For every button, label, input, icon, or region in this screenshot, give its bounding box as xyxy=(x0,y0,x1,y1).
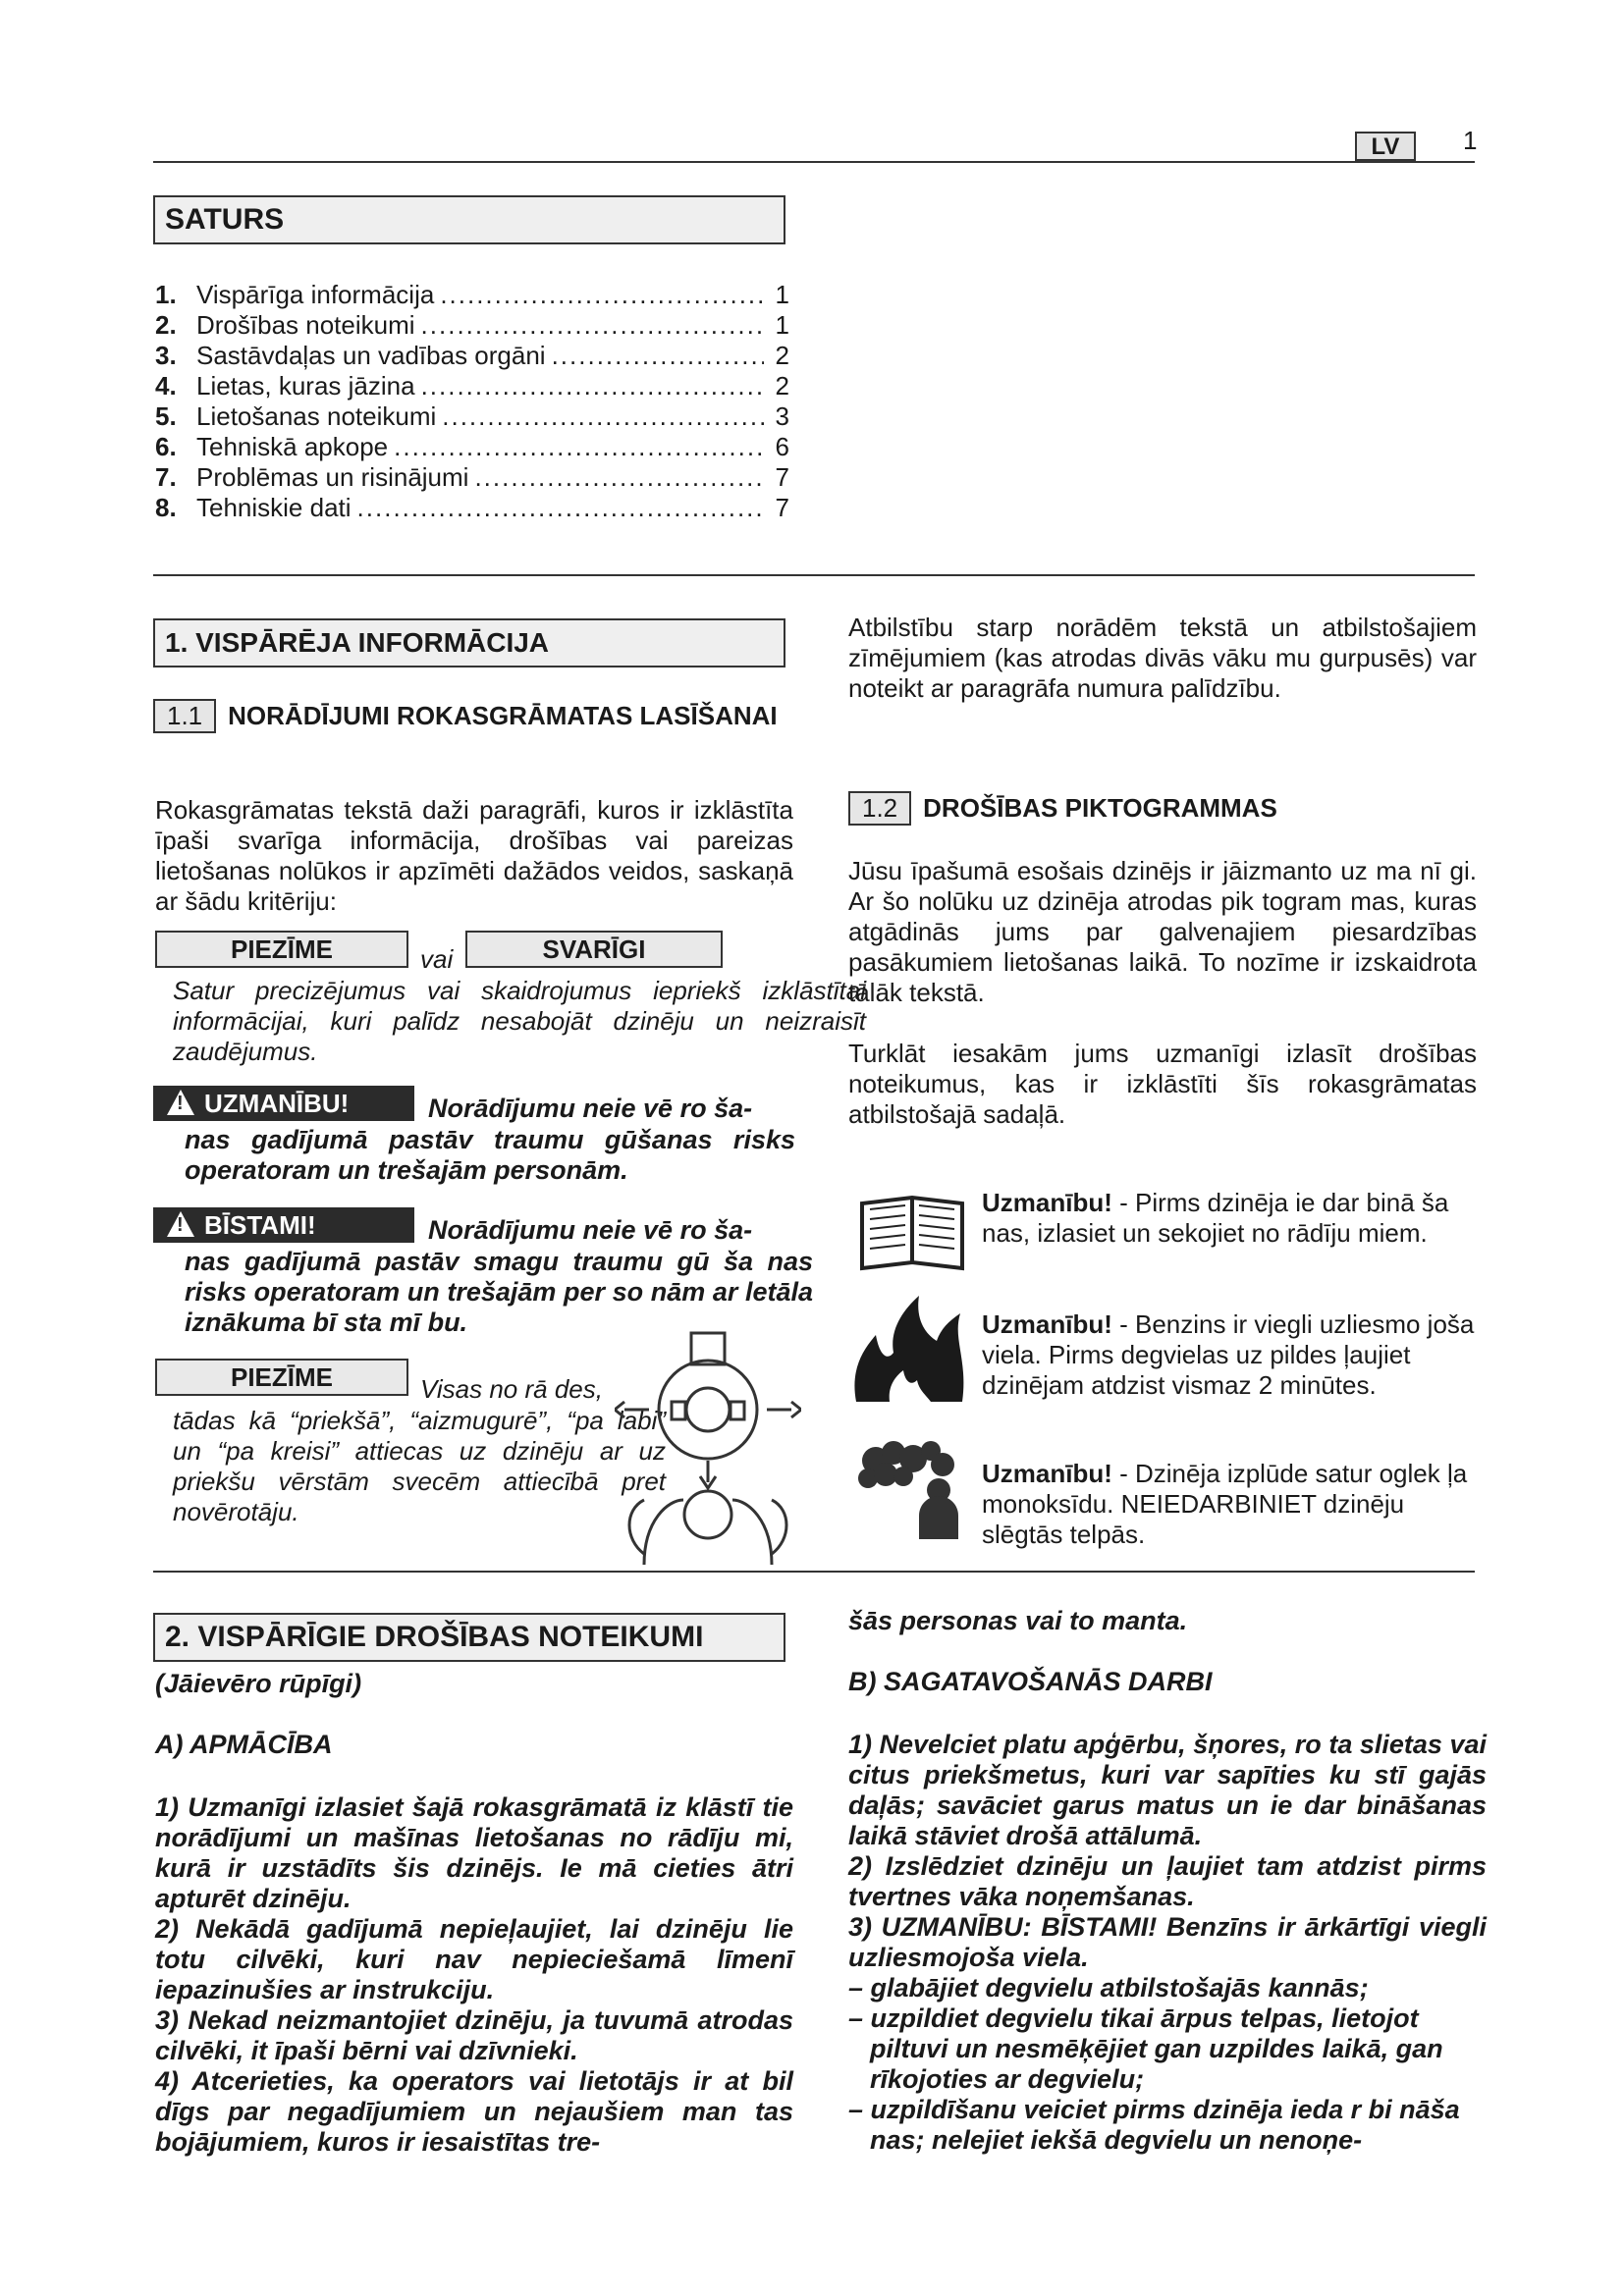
toc-leader-dots xyxy=(442,401,764,432)
important-label: SVARĪGI xyxy=(465,931,723,968)
toc-item-page: 2 xyxy=(775,341,789,370)
book-icon xyxy=(856,1190,968,1274)
section2-subtitle: (Jāievēro rūpīgi) xyxy=(155,1669,362,1698)
section2-title: 2. VISPĀRĪGIE DROŠĪBAS NOTEIKUMI xyxy=(153,1613,785,1662)
preparation-dash-item: – uzpildīšanu veiciet pirms dzinēja ieda r bi nāša nas; nelejiet iekšā degvielu un nenoņe- xyxy=(848,2095,1460,2155)
pictogram-1-description: - Pirms dzinēja ie dar binā ša nas, izlasiet un sekojiet no rādīju miem. xyxy=(982,1188,1449,1248)
note2-label: PIEZĪME xyxy=(155,1359,408,1396)
toc-item-label: Drošības noteikumi xyxy=(196,310,415,340)
section1-title: 1. VISPĀRĒJA INFORMĀCIJA xyxy=(153,618,785,667)
toc-item-number: 3. xyxy=(155,341,177,370)
subsection-label: DROŠĪBAS PIKTOGRAMMAS xyxy=(923,793,1277,823)
preparation-item: 1) Nevelciet platu apģērbu, šņores, ro ta slietas vai citus priekšmetus, kuri var sapīties ku stī gajās daļās; savāciet garus matus un ie dar bināšanas laikā stāviet drošā attālumā. xyxy=(848,1730,1487,1850)
toc-leader-dots xyxy=(421,310,764,341)
warning-text: nas gadījumā pastāv traumu gūšanas risks operatoram un trešajām personām. xyxy=(185,1125,795,1185)
pictogram-2-description: - Benzins ir viegli uzliesmo joša viela. Pirms degvielas uz pildes ļaujiet dzinējam atdzist vismaz 2 minūtes. xyxy=(982,1309,1475,1400)
toc-item-number: 2. xyxy=(155,310,177,340)
training-heading: A) APMĀCĪBA xyxy=(155,1730,333,1759)
toc-item-page: 6 xyxy=(775,432,789,461)
pictogram-1-text xyxy=(982,1188,1483,1249)
toc-item-page: 2 xyxy=(775,371,789,400)
toc-leader-dots xyxy=(552,341,764,371)
toc-item-page: 7 xyxy=(775,493,789,522)
pictogram-3-description: - Dzinēja izplūde satur oglek ļa monoksīdu. NEIEDARBINIET dzinēju slēgtās telpās. xyxy=(982,1459,1468,1549)
toc-item-number: 1. xyxy=(155,280,177,309)
warning-text-inline: Norādījumu neie vē ro ša- xyxy=(428,1094,753,1123)
subsection-number: 1.1 xyxy=(153,699,216,733)
pictogram-3-caution: Uzmanību! xyxy=(982,1459,1112,1488)
toc-item-number: 5. xyxy=(155,401,177,431)
toc-item xyxy=(155,432,789,462)
preparation-item: 2) Izslēdziet dzinēju un ļaujiet tam atdzist pirms tvertnes vāka noņemšanas. xyxy=(848,1851,1487,1911)
danger-triangle-icon xyxy=(167,1211,194,1237)
toc-item xyxy=(155,401,789,432)
toc-leader-dots xyxy=(394,432,764,462)
toc-item-page: 3 xyxy=(775,401,789,431)
toc-leader-dots xyxy=(440,280,764,310)
toc-item-page: 1 xyxy=(775,310,789,340)
warning-label xyxy=(153,1086,414,1121)
toc-leader-dots xyxy=(474,462,764,493)
preparation-item: 3) UZMANĪBU: BĪSTAMI! Benzīns ir ārkārtīgi viegli uzliesmojoša viela. xyxy=(848,1912,1487,1972)
note-label: PIEZĪME xyxy=(155,931,408,968)
toc-item-number: 6. xyxy=(155,432,177,461)
toc-item xyxy=(155,493,789,523)
toc-item-label: Tehniskā apkope xyxy=(196,432,389,461)
subsection-1-2-title xyxy=(848,791,1477,826)
danger-text-inline: Norādījumu neie vē ro ša- xyxy=(428,1215,753,1245)
toc-item-number: 7. xyxy=(155,462,177,492)
pictogram-2-caution: Uzmanību! xyxy=(982,1309,1112,1339)
header-rule xyxy=(153,161,1475,163)
toc-item-label: Lietas, kuras jāzina xyxy=(196,371,415,400)
toc-item-label: Lietošanas noteikumi xyxy=(196,401,437,431)
toc-item-label: Problēmas un risinājumi xyxy=(196,462,469,492)
or-text: vai xyxy=(420,944,454,974)
note2-text: tādas kā “priekšā”, “aizmugurē”, “pa labi” un “pa kreisi” attiecas uz dzinēju ar uz priekšu vērstām svecēm attiecībā pret novērotāju. xyxy=(173,1406,666,1526)
training-list xyxy=(155,1792,793,2158)
warning-label-text: UZMANĪBU! xyxy=(204,1089,350,1118)
toc-item-label: Sastāvdaļas un vadības orgāni xyxy=(196,341,546,370)
preparation-heading: B) SAGATAVOŠANĀS DARBI xyxy=(848,1667,1213,1696)
note2-text-inline: Visas no rā des, xyxy=(420,1374,603,1404)
language-badge: LV xyxy=(1355,132,1416,161)
training-item: 4) Atcerieties, ka operators vai lietotājs ir at bil dīgs par negadījumiem un nejaušiem man tas bojājumiem, kuros ir iesaistītas tre- xyxy=(155,2066,793,2157)
toc-item xyxy=(155,280,789,310)
toc-item-number: 4. xyxy=(155,371,177,400)
continued-text: šās personas vai to manta. xyxy=(848,1606,1188,1635)
note-explanation: Satur precizējumus vai skaidrojumus iepriekš izklāstītai informācijai, kuri palīdz nesabojāt dzinēju un neizraisīt zaudējumus. xyxy=(173,976,866,1066)
subsection-number: 1.2 xyxy=(848,791,911,826)
preparation-dash-item: – glabājiet degvielu atbilstošajās kannās; xyxy=(848,1973,1369,2002)
toc-item xyxy=(155,371,789,401)
pictogram-intro: Jūsu īpašumā esošais dzinējs ir jāizmanto uz ma nī gi. Ar šo nolūku uz dzinēja atrodas pik togram mas, kuras atgādinās jums par galvenajiem piesardzības pasākumiem lietošanas laikā. To nozīme ir izskaidrota tālāk tekstā. xyxy=(848,856,1477,1007)
toc-item-page: 1 xyxy=(775,280,789,309)
intro-paragraph: Rokasgrāmatas tekstā daži paragrāfi, kuros ir izklāstīta īpaši svarīga informācija, drošības vai pareizas lietošanas nolūkos ir apzīmēti dažādos veidos, saskaņā ar šādu kritēriju: xyxy=(155,795,793,916)
pictogram-3-text xyxy=(982,1459,1483,1550)
toc-leader-dots xyxy=(357,493,764,523)
danger-label-text: BĪSTAMI! xyxy=(204,1210,316,1240)
training-item: 1) Uzmanīgi izlasiet šajā rokasgrāmatā iz klāstī tie norādījumi un mašīnas lietošanas no rādīju mi, kurā ir uzstādīts šis dzinējs. Ie mā cieties ātri apturēt dzinēju. xyxy=(155,1792,793,1913)
toc-item-label: Tehniskie dati xyxy=(196,493,352,522)
toc-item xyxy=(155,462,789,493)
training-item: 3) Nekad neizmantojiet dzinēju, ja tuvumā atrodas cilvēki, it īpaši bērni vai dzīvnieki. xyxy=(155,2005,793,2065)
toc-item-page: 7 xyxy=(775,462,789,492)
toc-item-number: 8. xyxy=(155,493,177,522)
table-of-contents xyxy=(155,280,789,523)
section-divider xyxy=(153,574,1475,576)
danger-text: nas gadījumā pastāv smagu traumu gū ša nas risks operatoram un trešajām per so nām ar letāla iznākuma bī sta mī bu. xyxy=(185,1247,813,1337)
training-item: 2) Nekādā gadījumā nepieļaujiet, lai dzinēju lie totu cilvēki, kuri nav nepieciešamā līmenī iepazinušies ar instrukciju. xyxy=(155,1914,793,2004)
flame-icon xyxy=(846,1292,970,1402)
warning-triangle-icon xyxy=(167,1090,194,1115)
toc-item-label: Vispārīga informācija xyxy=(196,280,435,309)
pictogram-2-text xyxy=(982,1309,1483,1401)
danger-label xyxy=(153,1207,414,1243)
toc-item xyxy=(155,310,789,341)
pictogram-1-caution: Uzmanību! xyxy=(982,1188,1112,1217)
toc-item xyxy=(155,341,789,371)
toc-title: SATURS xyxy=(153,195,785,244)
figure-reference-paragraph: Atbilstību starp norādēm tekstā un atbilstošajiem zīmējumiem (kas atrodas divās vāku mu gurpusēs) var noteikt ar paragrāfa numura palīdzību. xyxy=(848,613,1477,703)
preparation-dash-item: – uzpildiet degvielu tikai ārpus telpas, lietojot piltuvi un nesmēķējiet gan uzpildes laikā, gan rīkojoties ar degvielu; xyxy=(848,2003,1443,2094)
subsection-label: NORĀDĪJUMI ROKASGRĀMATAS LASĪŠANAI xyxy=(228,701,778,730)
engine-orientation-illustration xyxy=(615,1323,801,1565)
page-number: 1 xyxy=(1463,126,1478,155)
subsection-1-1-title xyxy=(153,699,782,733)
toc-leader-dots xyxy=(421,371,764,401)
safety-rules-advice: Turklāt iesakām jums uzmanīgi izlasīt drošības noteikumus, kas ir izklāstīti šīs rokasgrāmatas atbilstošajā sadaļā. xyxy=(848,1039,1477,1129)
toxic-fumes-icon xyxy=(854,1441,968,1539)
section-divider xyxy=(153,1571,1475,1573)
preparation-list xyxy=(848,1730,1487,2156)
